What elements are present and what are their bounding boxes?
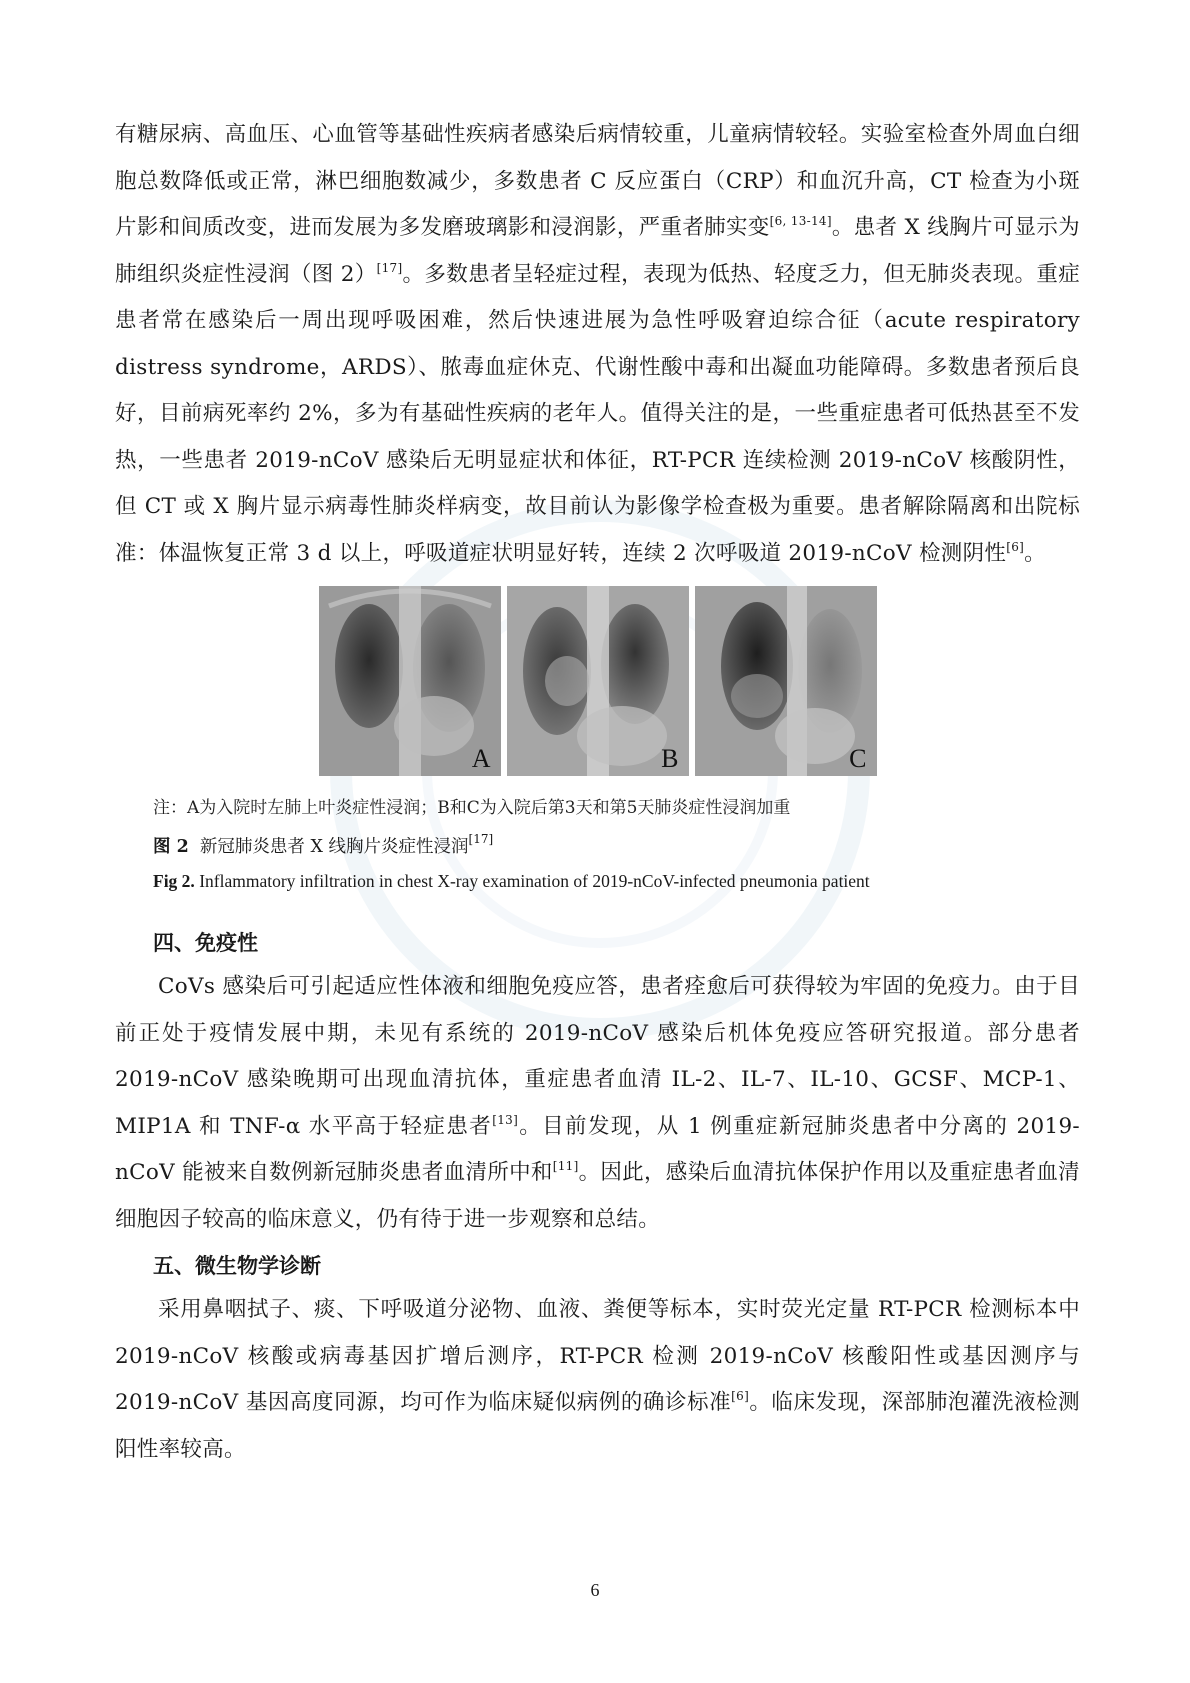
figure-label: 图 2 [153, 837, 189, 857]
citation[interactable]: [17] [468, 832, 494, 846]
figure-label-en: Fig 2. [153, 871, 195, 891]
citation[interactable]: [13] [492, 1112, 519, 1127]
panel-label-a: A [471, 744, 491, 773]
figure-note: 注：A为入院时左肺上叶炎症性浸润；B和C为入院后第3天和第5天肺炎症性浸润加重 [153, 798, 791, 818]
panel-label-c: C [849, 744, 867, 773]
citation[interactable]: [17] [376, 260, 403, 275]
citation[interactable]: [6] [731, 1389, 750, 1403]
citation[interactable]: [6] [1006, 539, 1025, 554]
panel-label-b: B [661, 744, 679, 773]
page-number: 6 [590, 1580, 600, 1600]
xray-panel-b [507, 586, 689, 776]
xray-panel-c [695, 586, 877, 776]
citation[interactable]: [6, 13-14] [769, 214, 832, 228]
paragraph-immunity: CoVs 感染后可引起适应性体液和细胞免疫应答，患者痊愈后可获得较为牢固的免疫力。由于目前正处于疫情发展中期，未见有系统的 2019-nCoV 感染后机体免疫应答研究报道。部分患者 2019-nCoV 感染晚期可出现血清抗体，重症患者血清 IL-2、IL-7、IL-10、GCSF、MCP-1、MIP1A 和 TNF-α 水平高于轻症患者[13]。目前发现，从 1 例重症新冠肺炎患者中分离的 2019-nCoV 能被来自数例新冠肺炎患者血清所中和[11]。因此，感染后血清抗体保护作用以及重症患者血清细胞因子较高的临床意义，仍有待于进一步观察和总结。 [115, 974, 1080, 1232]
xray-panel-a [319, 586, 501, 776]
paragraph-diagnosis: 采用鼻咽拭子、痰、下呼吸道分泌物、血液、粪便等标本，实时荧光定量 RT-PCR 检测标本中 2019-nCoV 核酸或病毒基因扩增后测序，RT-PCR 检测 2019-nCoV 核酸阳性或基因测序与 2019-nCoV 基因高度同源，均可作为临床疑似病例的确诊标准[6]。临床发现，深部肺泡灌洗液检测阳性率较高。 [115, 1297, 1080, 1462]
page-content [115, 112, 1080, 1473]
figure-2-xray-panels [115, 586, 1080, 776]
paragraph-clinical-features: 有糖尿病、高血压、心血管等基础性疾病者感染后病情较重，儿童病情较轻。实验室检查外周血白细胞总数降低或正常，淋巴细胞数减少，多数患者 C 反应蛋白（CRP）和血沉升高，CT 检查为小斑片影和间质改变，进而发展为多发磨玻璃影和浸润影，严重者肺实变[6, 13-14]。患者 X 线胸片可显示为肺组织炎症性浸润（图 2）[17]。多数患者呈轻症过程，表现为低热、轻度乏力，但无肺炎表现。重症患者常在感染后一周出现呼吸困难，然后快速进展为急性呼吸窘迫综合征（acute respiratory distress syndrome，ARDS）、脓毒血症休克、代谢性酸中毒和出凝血功能障碍。多数患者预后良好，目前病死率约 2%，多为有基础性疾病的老年人。值得关注的是，一些重症患者可低热甚至不发热，一些患者 2019-nCoV 感染后无明显症状和体征，RT-PCR 连续检测 2019-nCoV 核酸阴性，但 CT 或 X 胸片显示病毒性肺炎样病变，故目前认为影像学检查极为重要。患者解除隔离和出院标准：体温恢复正常 3 d 以上，呼吸道症状明显好转，连续 2 次呼吸道 2019-nCoV 检测阴性[6]。 [115, 122, 1080, 566]
citation[interactable]: [11] [552, 1159, 579, 1173]
figure-caption-en: Fig 2. Inflammatory infiltration in chest X-ray examination of 2019-nCoV-infected pneumonia patient [153, 871, 870, 891]
figure-caption-cn: 图 2 新冠肺炎患者 X 线胸片炎症性浸润[17] [153, 832, 494, 857]
section-heading-immunity: 四、免疫性 [153, 931, 258, 955]
section-heading-diagnosis: 五、微生物学诊断 [153, 1254, 321, 1278]
